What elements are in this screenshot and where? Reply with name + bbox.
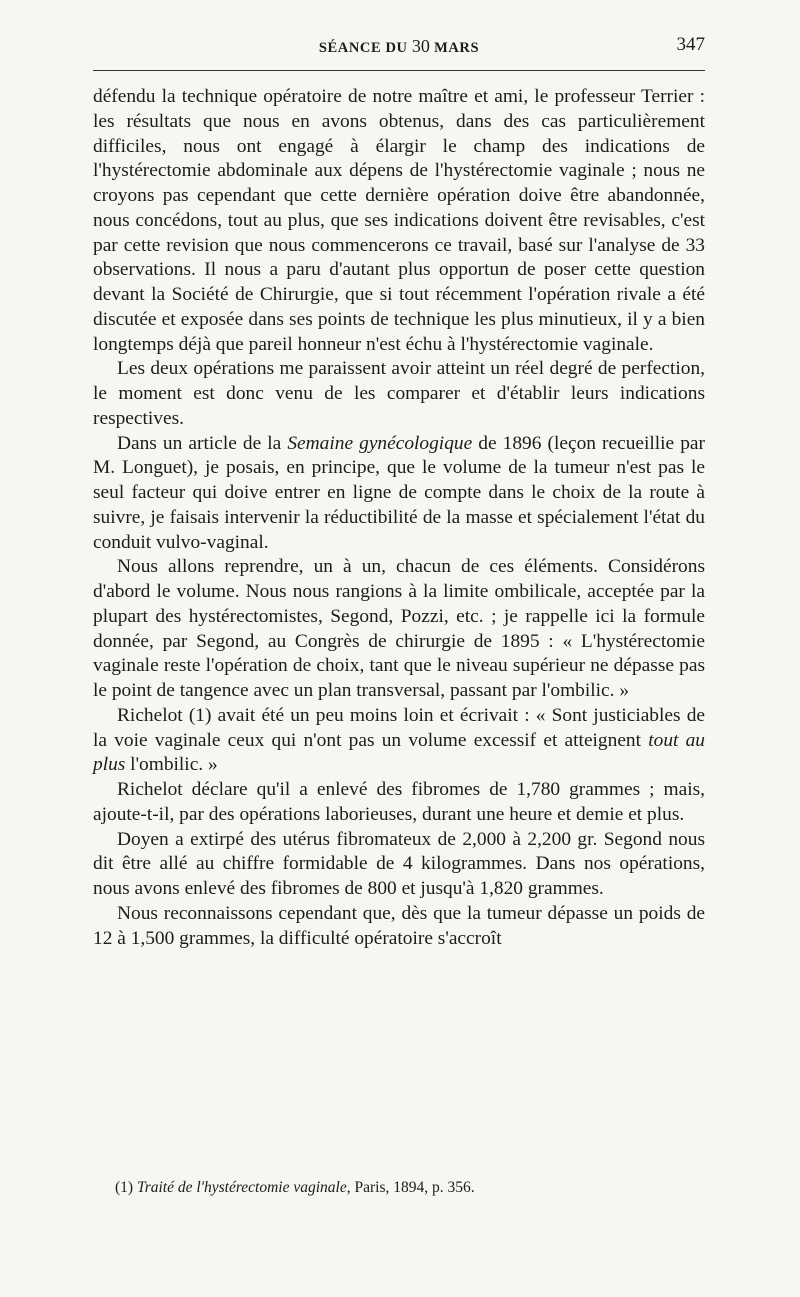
header-title [93, 36, 705, 57]
running-header [93, 36, 705, 60]
paragraph-6: Richelot déclare qu'il a enlevé des fibromes de 1,780 grammes ; mais, ajoute-t-il, par des opérations laborieuses, durant une heure et demie et plus. [93, 779, 705, 825]
footnote-text: , Paris, 1894, p. 356. [346, 1179, 475, 1196]
paragraph-3 [93, 432, 705, 556]
page-number: 347 [676, 34, 705, 55]
italic-phrase: tout au plus [93, 729, 705, 776]
header-rule [93, 70, 705, 71]
paragraph-5 [93, 704, 705, 778]
paragraph-text: Dans un article de la [117, 432, 288, 454]
paragraph-7: Doyen a extirpé des utérus fibromateux de 2,000 à 2,200 gr. Segond nous dit être allé au chiffre formidable de 4 kilogrammes. Dans nos opérations, nous avons enlevé des fibromes de 800 et jusqu'à 1,820 grammes. [93, 828, 705, 899]
footnote-marker: (1) [115, 1179, 137, 1196]
paragraph-text: de 1896 (leçon recueillie par M. Longuet), je posais, en principe, que le volume de la tumeur n'est pas le seul facteur qui doive entrer en ligne de compte dans le choix de la route à suivre, je faisais intervenir la réductibilité de la masse et spécialement l'état du conduit vulvo-vaginal. [93, 432, 705, 553]
footnote [115, 1178, 705, 1198]
paragraph-8: Nous reconnaissons cependant que, dès que la tumeur dépasse un poids de 12 à 1,500 grammes, la difficulté opératoire s'accroît [93, 902, 705, 949]
italic-journal-title: Semaine gynécologique [287, 432, 473, 454]
paragraph-1: défendu la technique opératoire de notre maître et ami, le professeur Terrier : les résultats que nous en avons obtenus, dans des cas particulièrement difficiles, nous ont engagé à élargir le champ des indications de l'hystérectomie abdominale aux dépens de l'hystérectomie vaginale ; nous ne croyons pas cependant que cette dernière opération doive être abandonnée, nous concédons, tout au plus, que ses indications doivent être revisables, c'est par cette revision que nous commencerons ce travail, basé sur l'analyse de 33 observations. Il nous a paru d'autant plus opportun de poser cette question devant la Société de Chirurgie, que si tout récemment l'opération rivale a été discutée et exposée dans ses points de technique les plus minutieux, il y a bien longtemps déjà que pareil honneur n'est échu à l'hystérectomie vaginale. [93, 86, 705, 355]
header-title-part: SÉANCE DU [318, 40, 412, 56]
header-title-number: 30 [411, 36, 430, 56]
paragraph-text: l'ombilic. » [125, 754, 218, 776]
paragraph-2: Les deux opérations me paraissent avoir atteint un réel degré de perfection, le moment est donc venu de les comparer et d'établir leurs indications respectives. [93, 358, 705, 429]
footnote-book-title: Traité de l'hystérectomie vaginale [136, 1179, 347, 1196]
paragraph-text: Richelot (1) avait été un peu moins loin et écrivait : « Sont justiciables de la voie vaginale ceux qui n'ont pas un volume excessif et atteignent [93, 704, 705, 751]
paragraph-4: Nous allons reprendre, un à un, chacun de ces éléments. Considérons d'abord le volume. Nous nous rangions à la limite ombilicale, acceptée par la plupart des hystérectomistes, Segond, Pozzi, etc. ; je rappelle ici la formule donnée, par Segond, au Congrès de chirurgie de 1895 : « L'hystérectomie vaginale reste l'opération de choix, tant que le niveau supérieur ne dépasse pas le point de tangence avec un plan transversal, passant par l'ombilic. » [93, 556, 705, 701]
body-text [93, 85, 705, 951]
header-title-part: MARS [429, 40, 480, 56]
